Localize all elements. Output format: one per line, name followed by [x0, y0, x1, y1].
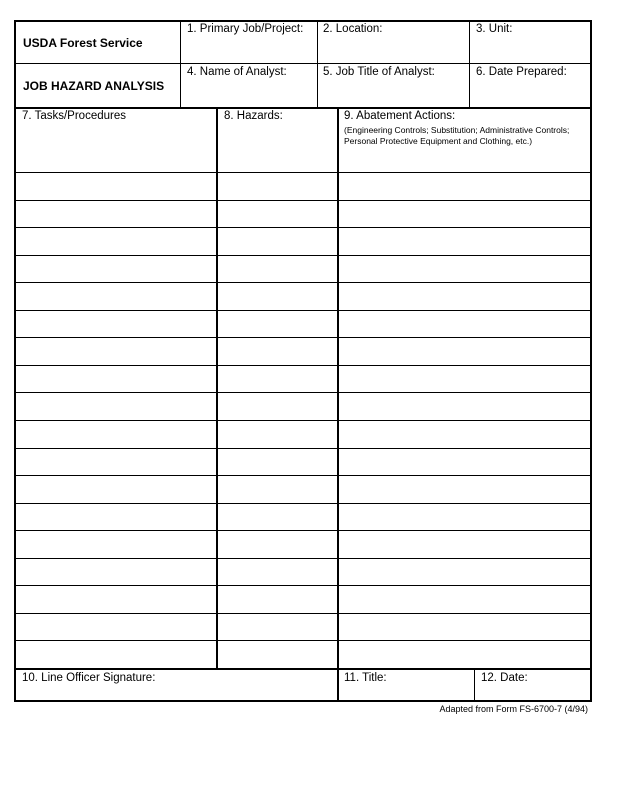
- table-row-divider: [14, 558, 592, 559]
- header-vline-3: [469, 20, 470, 109]
- form-border-top: [14, 20, 592, 22]
- table-row-divider: [14, 503, 592, 504]
- table-row-divider: [14, 448, 592, 449]
- signature-vline-2: [474, 668, 475, 701]
- signature-divider-top: [14, 668, 592, 670]
- table-row-divider: [14, 420, 592, 421]
- header-vline-1: [180, 20, 181, 109]
- form-border-bottom: [14, 700, 592, 702]
- table-row-divider: [14, 475, 592, 476]
- table-row-divider: [14, 613, 592, 614]
- hazards-column-header: 8. Hazards:: [224, 110, 283, 122]
- signature-date-label: 12. Date:: [481, 672, 528, 684]
- analyst-title-label: 5. Job Title of Analyst:: [323, 66, 435, 78]
- table-row-divider: [14, 172, 592, 173]
- table-row-divider: [14, 282, 592, 283]
- officer-signature-label: 10. Line Officer Signature:: [22, 672, 156, 684]
- table-row-divider: [14, 530, 592, 531]
- table-row-divider: [14, 310, 592, 311]
- form-source-note: Adapted from Form FS-6700-7 (4/94): [439, 704, 588, 714]
- agency-name: USDA Forest Service: [23, 36, 143, 50]
- form-title: JOB HAZARD ANALYSIS: [23, 79, 165, 93]
- form-border-left: [14, 20, 16, 702]
- header-vline-2: [317, 20, 318, 109]
- table-row-divider: [14, 227, 592, 228]
- table-row-divider: [14, 585, 592, 586]
- header-divider-middle: [14, 63, 592, 64]
- table-row-divider: [14, 640, 592, 641]
- form-border-right: [590, 20, 592, 702]
- primary-job-label: 1. Primary Job/Project:: [187, 23, 304, 35]
- unit-label: 3. Unit:: [476, 23, 513, 35]
- location-label: 2. Location:: [323, 23, 383, 35]
- table-row-divider: [14, 337, 592, 338]
- table-row-divider: [14, 255, 592, 256]
- analyst-name-label: 4. Name of Analyst:: [187, 66, 287, 78]
- tasks-column-header: 7. Tasks/Procedures: [22, 110, 126, 122]
- abatement-column-header: 9. Abatement Actions:: [344, 110, 456, 122]
- table-row-divider: [14, 200, 592, 201]
- date-prepared-label: 6. Date Prepared:: [476, 66, 567, 78]
- table-row-divider: [14, 392, 592, 393]
- abatement-note: (Engineering Controls; Substitution; Administrative Controls; Personal Protective Equipment and Clothing, etc.): [344, 125, 570, 146]
- header-divider-bottom: [14, 107, 592, 109]
- signature-vline-1: [337, 668, 339, 701]
- signature-title-label: 11. Title:: [344, 672, 387, 684]
- table-row-divider: [14, 365, 592, 366]
